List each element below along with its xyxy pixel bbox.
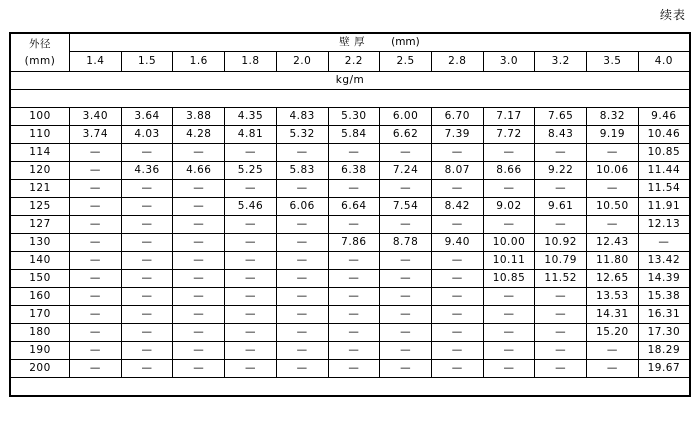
cell-weight: — [431,270,483,288]
cell-weight: — [276,342,328,360]
cell-weight: — [121,306,173,324]
header-row-sizes [10,52,690,72]
cell-weight: 10.11 [483,252,535,270]
pipe-weight-table [9,32,691,397]
cell-weight: — [328,270,380,288]
cell-weight: 4.36 [121,162,173,180]
cell-weight: — [225,360,277,378]
cell-weight: — [276,360,328,378]
header-row-wall-thickness [10,33,690,52]
table-row [10,198,690,216]
cell-weight: — [276,234,328,252]
thickness-col-3: 1.6 [173,52,225,72]
cell-weight: 5.32 [276,126,328,144]
table-row [10,270,690,288]
cell-weight: 11.44 [638,162,690,180]
row-header-outer-diameter [10,33,70,72]
cell-weight: — [121,180,173,198]
table-row [10,144,690,162]
cell-weight: — [483,342,535,360]
thickness-col-8: 2.8 [431,52,483,72]
cell-weight: — [173,342,225,360]
cell-weight: — [328,180,380,198]
table-row [10,342,690,360]
cell-weight: — [276,144,328,162]
cell-outer-diameter: 120 [10,162,70,180]
thickness-col-11: 3.5 [587,52,639,72]
cell-weight: — [225,180,277,198]
cell-weight: — [121,144,173,162]
cell-weight: — [535,216,587,234]
cell-weight: — [173,144,225,162]
cell-weight: 10.06 [587,162,639,180]
cell-weight: 5.84 [328,126,380,144]
unit-label-cell: kg/m [10,72,690,90]
cell-outer-diameter: 200 [10,360,70,378]
cell-outer-diameter: 114 [10,144,70,162]
cell-weight: 18.29 [638,342,690,360]
cell-weight: — [225,252,277,270]
cell-weight: 8.78 [380,234,432,252]
cell-weight: — [638,234,690,252]
cell-weight: — [587,144,639,162]
table-row [10,324,690,342]
cell-weight: — [483,144,535,162]
cell-weight: — [535,144,587,162]
cell-weight: — [587,360,639,378]
thickness-col-1: 1.4 [70,52,122,72]
cell-weight: — [225,234,277,252]
continued-table-label: 续表 [659,8,686,22]
cell-weight: 11.52 [535,270,587,288]
cell-weight: 9.02 [483,198,535,216]
cell-weight: 10.00 [483,234,535,252]
cell-weight: 7.54 [380,198,432,216]
cell-weight: 4.03 [121,126,173,144]
table-row [10,360,690,378]
cell-weight: 12.43 [587,234,639,252]
cell-weight: — [328,288,380,306]
cell-weight: 11.80 [587,252,639,270]
cell-weight: 6.62 [380,126,432,144]
cell-weight: 9.61 [535,198,587,216]
cell-weight: — [587,342,639,360]
cell-weight: — [431,216,483,234]
cell-weight: — [70,180,122,198]
cell-weight: — [225,324,277,342]
cell-weight: — [173,270,225,288]
table-row [10,180,690,198]
cell-outer-diameter: 125 [10,198,70,216]
row-header-line2: (mm) [24,54,56,67]
cell-weight: — [431,360,483,378]
cell-weight: — [70,270,122,288]
cell-weight: — [173,198,225,216]
cell-weight: — [70,360,122,378]
cell-weight: — [173,306,225,324]
cell-weight: — [380,288,432,306]
wall-thickness-label: 壁 厚 [339,36,366,48]
cell-weight: 7.24 [380,162,432,180]
cell-weight: 4.28 [173,126,225,144]
cell-weight: — [70,324,122,342]
cell-weight: — [173,324,225,342]
cell-outer-diameter: 130 [10,234,70,252]
cell-weight: — [328,252,380,270]
cell-outer-diameter: 100 [10,108,70,126]
cell-weight: 14.39 [638,270,690,288]
row-header-line1: 外径 [29,37,51,50]
cell-outer-diameter: 127 [10,216,70,234]
cell-weight: — [70,144,122,162]
cell-outer-diameter: 170 [10,306,70,324]
cell-weight: — [225,216,277,234]
cell-weight: 7.65 [535,108,587,126]
cell-weight: 3.74 [70,126,122,144]
cell-weight: — [173,180,225,198]
cell-weight: — [121,270,173,288]
cell-weight: — [70,342,122,360]
cell-weight: 15.38 [638,288,690,306]
cell-weight: — [121,324,173,342]
cell-weight: — [328,360,380,378]
cell-weight: — [173,216,225,234]
cell-weight: — [380,306,432,324]
cell-outer-diameter: 180 [10,324,70,342]
wall-thickness-header [70,33,691,52]
cell-weight: 4.35 [225,108,277,126]
cell-weight: 14.31 [587,306,639,324]
cell-weight: 13.53 [587,288,639,306]
cell-weight: — [380,342,432,360]
cell-weight: — [276,324,328,342]
cell-weight: — [431,288,483,306]
cell-weight: — [431,252,483,270]
cell-weight: — [535,324,587,342]
cell-weight: 8.66 [483,162,535,180]
cell-weight: — [276,288,328,306]
thickness-col-5: 2.0 [276,52,328,72]
cell-weight: — [483,180,535,198]
cell-weight: — [225,306,277,324]
cell-weight: 8.32 [587,108,639,126]
cell-outer-diameter: 140 [10,252,70,270]
cell-weight: — [276,252,328,270]
spacer-row-bottom [10,378,690,397]
cell-weight: 7.72 [483,126,535,144]
thickness-col-6: 2.2 [328,52,380,72]
cell-weight: — [121,234,173,252]
table-header [10,33,690,90]
cell-outer-diameter: 160 [10,288,70,306]
cell-weight: — [483,324,535,342]
cell-weight: 10.85 [638,144,690,162]
cell-weight: — [380,270,432,288]
cell-weight: — [225,270,277,288]
cell-weight: — [431,324,483,342]
cell-weight: 8.43 [535,126,587,144]
cell-weight: 5.83 [276,162,328,180]
cell-weight: — [121,360,173,378]
cell-weight: — [173,360,225,378]
cell-weight: — [380,144,432,162]
cell-weight: — [328,306,380,324]
table-row [10,126,690,144]
cell-weight: — [70,252,122,270]
cell-weight: 10.46 [638,126,690,144]
cell-weight: 6.70 [431,108,483,126]
cell-weight: 19.67 [638,360,690,378]
cell-weight: — [276,180,328,198]
cell-outer-diameter: 190 [10,342,70,360]
cell-weight: 10.85 [483,270,535,288]
cell-weight: — [483,306,535,324]
cell-weight: — [276,270,328,288]
cell-weight: — [173,252,225,270]
cell-weight: — [173,288,225,306]
cell-weight: — [121,198,173,216]
cell-weight: — [587,180,639,198]
cell-weight: — [380,216,432,234]
cell-weight: 12.65 [587,270,639,288]
thickness-col-2: 1.5 [121,52,173,72]
spacer-row [10,90,690,108]
cell-weight: — [225,144,277,162]
cell-weight: — [276,306,328,324]
header-row-unit [10,72,690,90]
wall-thickness-unit: (mm) [391,36,420,48]
cell-weight: 7.17 [483,108,535,126]
cell-weight: — [535,342,587,360]
cell-weight: — [483,288,535,306]
table-row [10,162,690,180]
cell-weight: — [121,216,173,234]
cell-weight: — [587,216,639,234]
table-row [10,288,690,306]
cell-weight: — [276,216,328,234]
cell-weight: 15.20 [587,324,639,342]
cell-weight: 5.25 [225,162,277,180]
cell-weight: — [70,234,122,252]
cell-weight: — [328,216,380,234]
cell-weight: 17.30 [638,324,690,342]
cell-weight: 8.42 [431,198,483,216]
cell-weight: — [328,324,380,342]
cell-weight: 9.46 [638,108,690,126]
cell-weight: 3.88 [173,108,225,126]
cell-weight: — [70,162,122,180]
cell-weight: — [380,252,432,270]
cell-outer-diameter: 110 [10,126,70,144]
cell-weight: 7.39 [431,126,483,144]
cell-weight: 10.79 [535,252,587,270]
thickness-col-12: 4.0 [638,52,690,72]
thickness-col-7: 2.5 [380,52,432,72]
cell-weight: — [380,324,432,342]
cell-weight: 3.64 [121,108,173,126]
cell-weight: 6.64 [328,198,380,216]
cell-outer-diameter: 121 [10,180,70,198]
cell-weight: 3.40 [70,108,122,126]
cell-weight: — [535,360,587,378]
cell-weight: — [121,342,173,360]
cell-weight: — [70,288,122,306]
table-body [10,90,690,397]
cell-weight: 5.46 [225,198,277,216]
cell-weight: 6.38 [328,162,380,180]
cell-weight: — [121,288,173,306]
cell-weight: — [483,216,535,234]
thickness-col-10: 3.2 [535,52,587,72]
cell-weight: — [535,306,587,324]
cell-weight: — [483,360,535,378]
cell-weight: 10.50 [587,198,639,216]
cell-weight: 16.31 [638,306,690,324]
cell-weight: — [380,360,432,378]
cell-weight: 7.86 [328,234,380,252]
table-row [10,252,690,270]
cell-weight: — [328,342,380,360]
cell-weight: — [431,342,483,360]
table-row [10,306,690,324]
spacer-cell [10,90,690,108]
cell-weight: — [225,342,277,360]
cell-weight: 4.66 [173,162,225,180]
cell-weight: 4.81 [225,126,277,144]
cell-weight: 6.00 [380,108,432,126]
cell-weight: — [535,288,587,306]
cell-weight: — [225,288,277,306]
cell-weight: 10.92 [535,234,587,252]
cell-weight: — [70,198,122,216]
cell-weight: — [535,180,587,198]
table-row [10,108,690,126]
cell-weight: — [173,234,225,252]
cell-weight: — [431,306,483,324]
cell-weight: — [431,180,483,198]
thickness-col-4: 1.8 [225,52,277,72]
cell-weight: 6.06 [276,198,328,216]
cell-weight: — [70,306,122,324]
cell-weight: 4.83 [276,108,328,126]
cell-weight: 11.54 [638,180,690,198]
cell-weight: — [70,216,122,234]
cell-weight: — [121,252,173,270]
cell-weight: 8.07 [431,162,483,180]
cell-weight: 9.19 [587,126,639,144]
thickness-col-9: 3.0 [483,52,535,72]
cell-weight: — [431,144,483,162]
cell-weight: 13.42 [638,252,690,270]
cell-weight: 9.40 [431,234,483,252]
cell-weight: 12.13 [638,216,690,234]
table-row [10,216,690,234]
cell-weight: 9.22 [535,162,587,180]
cell-weight: — [380,180,432,198]
cell-weight: 5.30 [328,108,380,126]
cell-weight: — [328,144,380,162]
spacer-cell [10,378,690,397]
cell-weight: 11.91 [638,198,690,216]
cell-outer-diameter: 150 [10,270,70,288]
table-row [10,234,690,252]
